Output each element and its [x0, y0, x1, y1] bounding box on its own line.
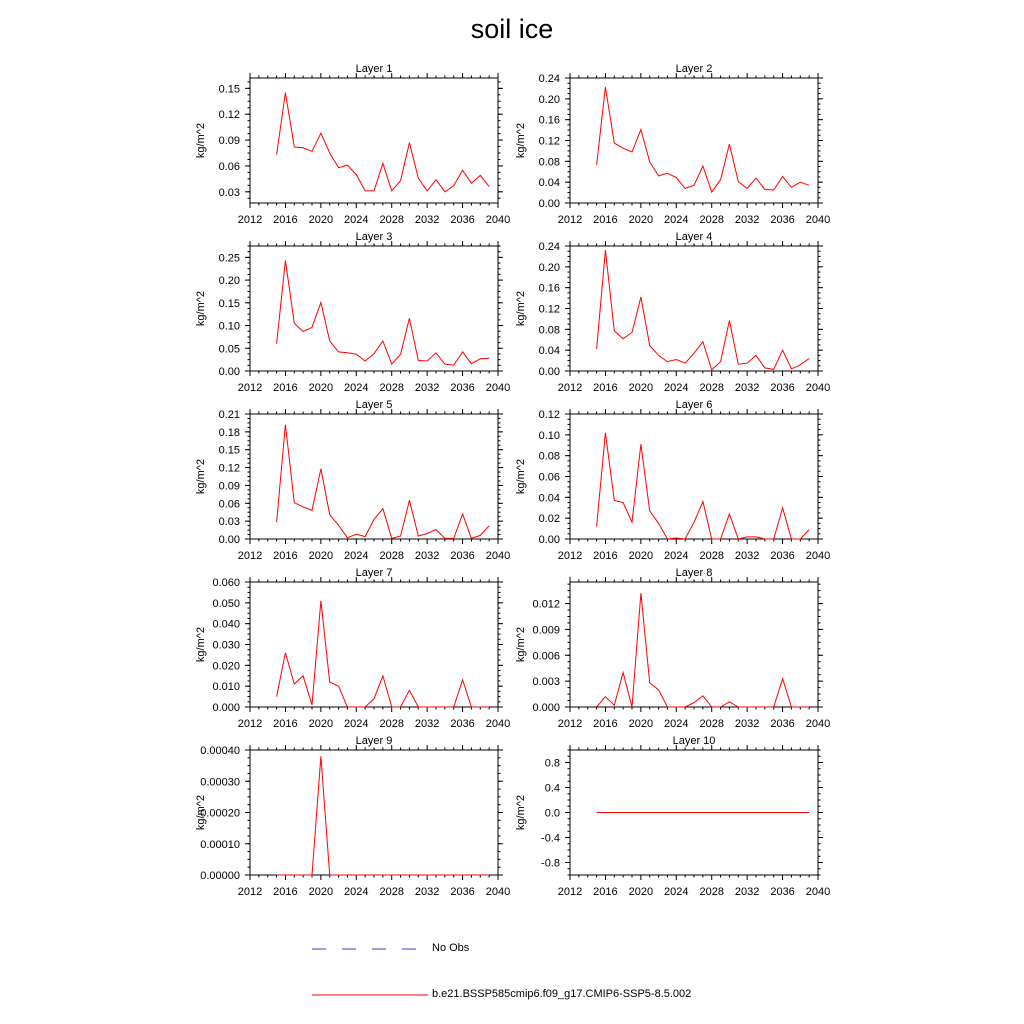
x-tick-label: 2032 [414, 550, 440, 562]
panel-9 [195, 735, 510, 898]
y-tick-label: 0.003 [532, 676, 560, 689]
x-tick-label: 2024 [664, 718, 689, 730]
y-tick-label: 0.08 [538, 450, 560, 463]
y-tick-label: 0.24 [538, 73, 560, 85]
y-tick-label: 0.00 [218, 534, 240, 546]
x-tick-label: 2028 [699, 550, 724, 562]
y-tick-label: 0.12 [538, 409, 560, 421]
y-tick-label: 0.15 [218, 297, 240, 310]
y-tick-label: 0.030 [212, 639, 240, 652]
y-tick-label: 0.08 [538, 324, 560, 337]
panel-8 [515, 567, 830, 730]
x-tick-label: 2012 [237, 718, 263, 730]
x-tick-label: 2040 [805, 382, 831, 394]
x-tick-label: 2012 [557, 382, 583, 394]
y-tick-label: 0.08 [538, 156, 560, 169]
plot-frame [250, 78, 498, 203]
y-tick-label: 0.00 [538, 534, 560, 546]
plot-frame [570, 582, 818, 707]
y-axis-label: kg/m^2 [515, 626, 527, 663]
x-tick-label: 2016 [273, 718, 298, 730]
x-tick-label: 2016 [593, 382, 618, 394]
series-line [277, 425, 490, 539]
x-tick-label: 2024 [664, 550, 689, 562]
x-tick-label: 2040 [805, 886, 831, 898]
x-tick-label: 2024 [664, 886, 689, 898]
y-tick-label: 0.03 [218, 516, 240, 529]
plot-frame [250, 246, 498, 371]
y-tick-label: 0.20 [538, 261, 560, 274]
x-tick-label: 2032 [734, 718, 760, 730]
y-tick-label: 0.09 [218, 135, 240, 148]
x-tick-label: 2020 [308, 382, 334, 394]
series-line [277, 756, 490, 875]
x-tick-label: 2036 [770, 886, 795, 898]
panel-10 [515, 735, 830, 898]
y-tick-label: 0.010 [212, 681, 240, 694]
y-axis-label: kg/m^2 [195, 794, 207, 831]
y-tick-label: 0.02 [538, 513, 560, 526]
y-tick-label: 0.09 [218, 480, 240, 493]
legend-label-no-obs: No Obs [432, 942, 470, 954]
panel-3 [195, 231, 510, 394]
panel-title: Layer 5 [355, 399, 393, 411]
y-tick-label: 0.006 [532, 650, 560, 663]
y-tick-label: 0.20 [538, 93, 560, 106]
y-tick-label: 0.00 [218, 366, 240, 378]
y-tick-label: 0.00020 [200, 807, 240, 820]
y-tick-label: 0.000 [212, 702, 240, 714]
y-tick-label: 0.15 [218, 83, 240, 96]
y-axis-label: kg/m^2 [195, 458, 207, 495]
x-tick-label: 2016 [593, 886, 618, 898]
panel-2 [515, 63, 830, 226]
x-tick-label: 2036 [770, 382, 795, 394]
x-tick-label: 2024 [344, 214, 369, 226]
x-tick-label: 2024 [664, 382, 689, 394]
y-tick-label: 0.060 [212, 577, 240, 589]
x-tick-label: 2040 [485, 886, 511, 898]
y-tick-label: -0.4 [541, 832, 560, 845]
x-tick-label: 2036 [770, 214, 795, 226]
x-tick-label: 2036 [450, 550, 475, 562]
plot-frame [570, 414, 818, 539]
x-tick-label: 2020 [628, 886, 654, 898]
y-tick-label: 0.00 [538, 198, 560, 210]
y-axis-label: kg/m^2 [515, 458, 527, 495]
y-tick-label: 0.000 [532, 702, 560, 714]
y-axis-label: kg/m^2 [195, 290, 207, 327]
y-tick-label: 0.06 [218, 498, 240, 511]
y-tick-label: 0.21 [218, 409, 240, 421]
x-tick-label: 2020 [628, 718, 654, 730]
x-tick-label: 2032 [414, 382, 440, 394]
x-tick-label: 2024 [664, 214, 689, 226]
x-tick-label: 2012 [557, 886, 583, 898]
x-tick-label: 2024 [344, 382, 369, 394]
y-tick-label: 0.040 [212, 618, 240, 631]
y-tick-label: 0.050 [212, 597, 240, 610]
y-tick-label: 0.20 [218, 275, 240, 288]
x-tick-label: 2020 [308, 550, 334, 562]
x-tick-label: 2012 [237, 214, 263, 226]
y-axis-label: kg/m^2 [515, 794, 527, 831]
panel-title: Layer 3 [355, 231, 393, 243]
y-tick-label: 0.4 [544, 782, 560, 795]
x-tick-label: 2012 [557, 718, 583, 730]
y-tick-label: 0.12 [218, 462, 240, 475]
x-tick-label: 2028 [699, 718, 724, 730]
x-tick-label: 2040 [805, 718, 831, 730]
y-tick-label: 0.012 [532, 598, 560, 611]
x-tick-label: 2040 [485, 718, 511, 730]
x-tick-label: 2016 [593, 718, 618, 730]
x-tick-label: 2028 [379, 214, 404, 226]
y-tick-label: 0.16 [538, 114, 560, 127]
y-tick-label: 0.00 [538, 366, 560, 378]
panel-5 [195, 399, 510, 562]
x-tick-label: 2040 [485, 550, 511, 562]
y-tick-label: 0.10 [218, 320, 240, 333]
x-tick-label: 2040 [485, 214, 511, 226]
panel-title: Layer 8 [675, 567, 713, 579]
x-tick-label: 2040 [805, 550, 831, 562]
series-line [277, 93, 490, 192]
x-tick-label: 2032 [414, 718, 440, 730]
x-tick-label: 2012 [557, 550, 583, 562]
x-tick-label: 2036 [770, 718, 795, 730]
x-tick-label: 2032 [734, 214, 760, 226]
x-tick-label: 2036 [450, 718, 475, 730]
y-tick-label: 0.0 [544, 807, 560, 820]
x-tick-label: 2012 [237, 886, 263, 898]
y-axis-label: kg/m^2 [195, 122, 207, 159]
x-tick-label: 2036 [770, 550, 795, 562]
x-tick-label: 2012 [557, 214, 583, 226]
y-tick-label: 0.00040 [200, 745, 240, 757]
x-tick-label: 2028 [379, 382, 404, 394]
y-tick-label: 0.009 [532, 624, 560, 637]
series-line [277, 261, 490, 366]
y-tick-label: 0.04 [538, 345, 560, 358]
x-tick-label: 2036 [450, 214, 475, 226]
x-tick-label: 2040 [485, 382, 511, 394]
x-tick-label: 2012 [237, 550, 263, 562]
y-axis-label: kg/m^2 [195, 626, 207, 663]
panel-7 [195, 567, 510, 730]
y-tick-label: 0.10 [538, 429, 560, 442]
series-line [597, 250, 810, 370]
figure-title: soil ice [470, 14, 554, 44]
y-tick-label: 0.15 [218, 444, 240, 457]
x-tick-label: 2016 [273, 214, 298, 226]
series-line [277, 601, 490, 707]
x-tick-label: 2028 [699, 214, 724, 226]
x-tick-label: 2028 [699, 886, 724, 898]
x-tick-label: 2028 [699, 382, 724, 394]
x-tick-label: 2020 [628, 382, 654, 394]
y-tick-label: 0.020 [212, 660, 240, 673]
x-tick-label: 2016 [273, 886, 298, 898]
x-tick-label: 2032 [414, 886, 440, 898]
panel-title: Layer 9 [355, 735, 393, 747]
plot-frame [250, 582, 498, 707]
y-tick-label: 0.00030 [200, 776, 240, 789]
panel-1 [195, 63, 510, 226]
x-tick-label: 2032 [414, 214, 440, 226]
y-tick-label: 0.12 [218, 109, 240, 122]
y-tick-label: 0.06 [538, 471, 560, 484]
series-line [597, 593, 810, 707]
x-tick-label: 2032 [734, 382, 760, 394]
x-tick-label: 2016 [273, 382, 298, 394]
y-tick-label: 0.03 [218, 186, 240, 199]
panel-4 [515, 231, 830, 394]
x-tick-label: 2036 [450, 382, 475, 394]
x-tick-label: 2024 [344, 886, 369, 898]
series-line [597, 433, 810, 539]
plot-frame [250, 750, 498, 875]
y-tick-label: 0.8 [544, 757, 560, 770]
x-tick-label: 2020 [628, 550, 654, 562]
y-tick-label: 0.12 [538, 135, 560, 148]
panel-title: Layer 1 [355, 63, 393, 75]
series-line [597, 87, 810, 192]
y-tick-label: 0.25 [218, 252, 240, 265]
y-tick-label: 0.00010 [200, 838, 240, 851]
panel-title: Layer 10 [672, 735, 716, 747]
x-tick-label: 2016 [593, 550, 618, 562]
y-tick-label: 0.05 [218, 343, 240, 356]
y-tick-label: -0.8 [541, 857, 560, 870]
y-tick-label: 0.04 [538, 492, 560, 505]
x-tick-label: 2036 [450, 886, 475, 898]
x-tick-label: 2020 [628, 214, 654, 226]
x-tick-label: 2024 [344, 550, 369, 562]
panel-title: Layer 4 [675, 231, 713, 243]
panel-title: Layer 6 [675, 399, 713, 411]
legend-label-model: b.e21.BSSP585cmip6.f09_g17.CMIP6-SSP5-8.5.002 [432, 988, 692, 1000]
x-tick-label: 2016 [593, 214, 618, 226]
panel-6 [515, 399, 830, 562]
y-tick-label: 0.12 [538, 303, 560, 316]
x-tick-label: 2024 [344, 718, 369, 730]
y-tick-label: 0.18 [218, 426, 240, 439]
x-tick-label: 2032 [734, 886, 760, 898]
x-tick-label: 2040 [805, 214, 831, 226]
x-tick-label: 2016 [273, 550, 298, 562]
x-tick-label: 2020 [308, 886, 334, 898]
panel-title: Layer 7 [355, 567, 393, 579]
y-axis-label: kg/m^2 [515, 122, 527, 159]
y-axis-label: kg/m^2 [515, 290, 527, 327]
x-tick-label: 2032 [734, 550, 760, 562]
x-tick-label: 2028 [379, 886, 404, 898]
y-tick-label: 0.06 [218, 160, 240, 173]
y-tick-label: 0.04 [538, 177, 560, 190]
y-tick-label: 0.16 [538, 282, 560, 295]
x-tick-label: 2020 [308, 214, 334, 226]
x-tick-label: 2028 [379, 550, 404, 562]
panel-title: Layer 2 [675, 63, 713, 75]
y-tick-label: 0.24 [538, 241, 560, 253]
x-tick-label: 2028 [379, 718, 404, 730]
x-tick-label: 2020 [308, 718, 334, 730]
y-tick-label: 0.00000 [200, 870, 240, 882]
x-tick-label: 2012 [237, 382, 263, 394]
